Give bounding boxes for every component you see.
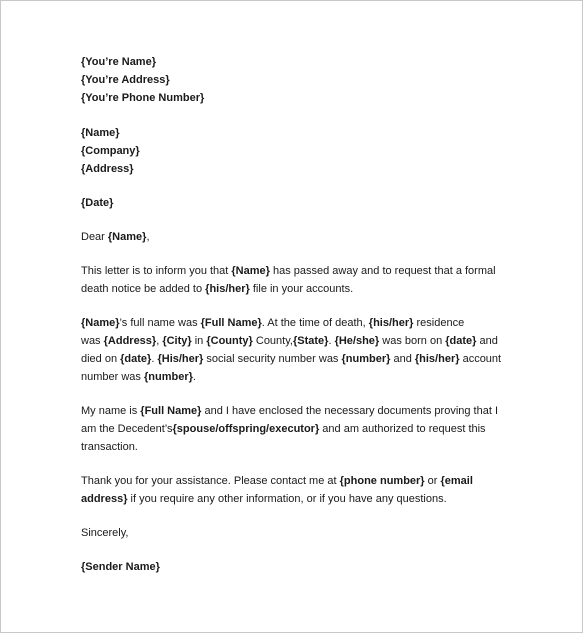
p2-field: {City} — [162, 335, 192, 347]
signature-block — [81, 558, 501, 576]
closing — [81, 524, 501, 542]
p1-field: {his/her} — [205, 283, 250, 295]
p1-text: death notice be added to — [81, 283, 206, 295]
salutation-suffix: , — [146, 231, 150, 243]
p2-text: , — [156, 335, 163, 347]
recipient-block — [81, 124, 501, 178]
p4-field: {phone number} — [339, 475, 425, 487]
salutation-name: {Name} — [107, 231, 147, 243]
sender-address: {You’re Address} — [81, 74, 170, 86]
closing-text: Sincerely, — [81, 527, 129, 539]
paragraph-1 — [81, 262, 501, 298]
p3-text: am the Decedent’s — [81, 423, 173, 435]
paragraph-2 — [81, 314, 501, 386]
recipient-name: {Name} — [81, 127, 120, 139]
p3-text: and am authorized to request this — [319, 423, 486, 435]
p2-text: died on — [81, 353, 121, 365]
p1-text: has passed away and to request that a formal — [269, 265, 496, 277]
paragraph-3 — [81, 402, 501, 456]
p2-text: . — [328, 335, 335, 347]
p2-text: was — [81, 335, 104, 347]
p1-field: {Name} — [231, 265, 270, 277]
p2-field: {his/her} — [414, 353, 460, 365]
paragraph-4 — [81, 472, 501, 508]
p2-field: {number} — [341, 353, 391, 365]
p2-field: {his/her} — [368, 317, 414, 329]
p2-field: {His/her} — [157, 353, 204, 365]
salutation — [81, 228, 501, 246]
p2-field: {County} — [206, 335, 253, 347]
p2-text: and — [476, 335, 498, 347]
recipient-address: {Address} — [81, 163, 134, 175]
p2-field: {State} — [292, 335, 329, 347]
p3-text: My name is — [81, 405, 141, 417]
p2-text: ’s full name was — [119, 317, 201, 329]
p2-field: {date} — [445, 335, 477, 347]
p4-text: if you require any other information, or if you have any questions. — [127, 493, 447, 505]
p2-text: number was — [81, 371, 144, 383]
p4-text: or — [424, 475, 441, 487]
letter-body — [81, 53, 501, 576]
sender-block — [81, 53, 501, 107]
sender-name: {You’re Name} — [81, 56, 156, 68]
p2-text: account — [459, 353, 502, 365]
p4-field: address} — [81, 493, 128, 505]
p2-text: in — [191, 335, 207, 347]
p2-field: {Name} — [81, 317, 120, 329]
date-block — [81, 194, 501, 212]
sender-phone: {You’re Phone Number} — [81, 92, 205, 104]
p2-field: {date} — [120, 353, 152, 365]
p2-text: . — [151, 353, 158, 365]
p2-field: {number} — [143, 371, 193, 383]
recipient-company: {Company} — [81, 145, 140, 157]
p2-text: County, — [252, 335, 293, 347]
sender-signature-name: {Sender Name} — [81, 561, 160, 573]
letter-date: {Date} — [81, 197, 114, 209]
p3-text: transaction. — [81, 441, 138, 453]
p2-text: . At the time of death, — [261, 317, 369, 329]
p3-text: and I have enclosed the necessary documents proving that I — [201, 405, 499, 417]
p1-text: file in your accounts. — [249, 283, 354, 295]
p4-field: {email — [440, 475, 473, 487]
p1-text: This letter is to inform you that — [81, 265, 232, 277]
p2-field: {Address} — [103, 335, 157, 347]
p2-field: {Full Name} — [200, 317, 262, 329]
salutation-prefix: Dear — [81, 231, 108, 243]
p2-text: and — [390, 353, 415, 365]
p2-text: residence — [413, 317, 465, 329]
p3-field: {spouse/offspring/executor} — [172, 423, 320, 435]
p4-text: Thank you for your assistance. Please contact me at — [81, 475, 340, 487]
p2-field: {He/she} — [334, 335, 380, 347]
p3-field: {Full Name} — [140, 405, 202, 417]
p2-text: social security number was — [203, 353, 342, 365]
p2-text: was born on — [379, 335, 446, 347]
p2-text: . — [192, 371, 196, 383]
